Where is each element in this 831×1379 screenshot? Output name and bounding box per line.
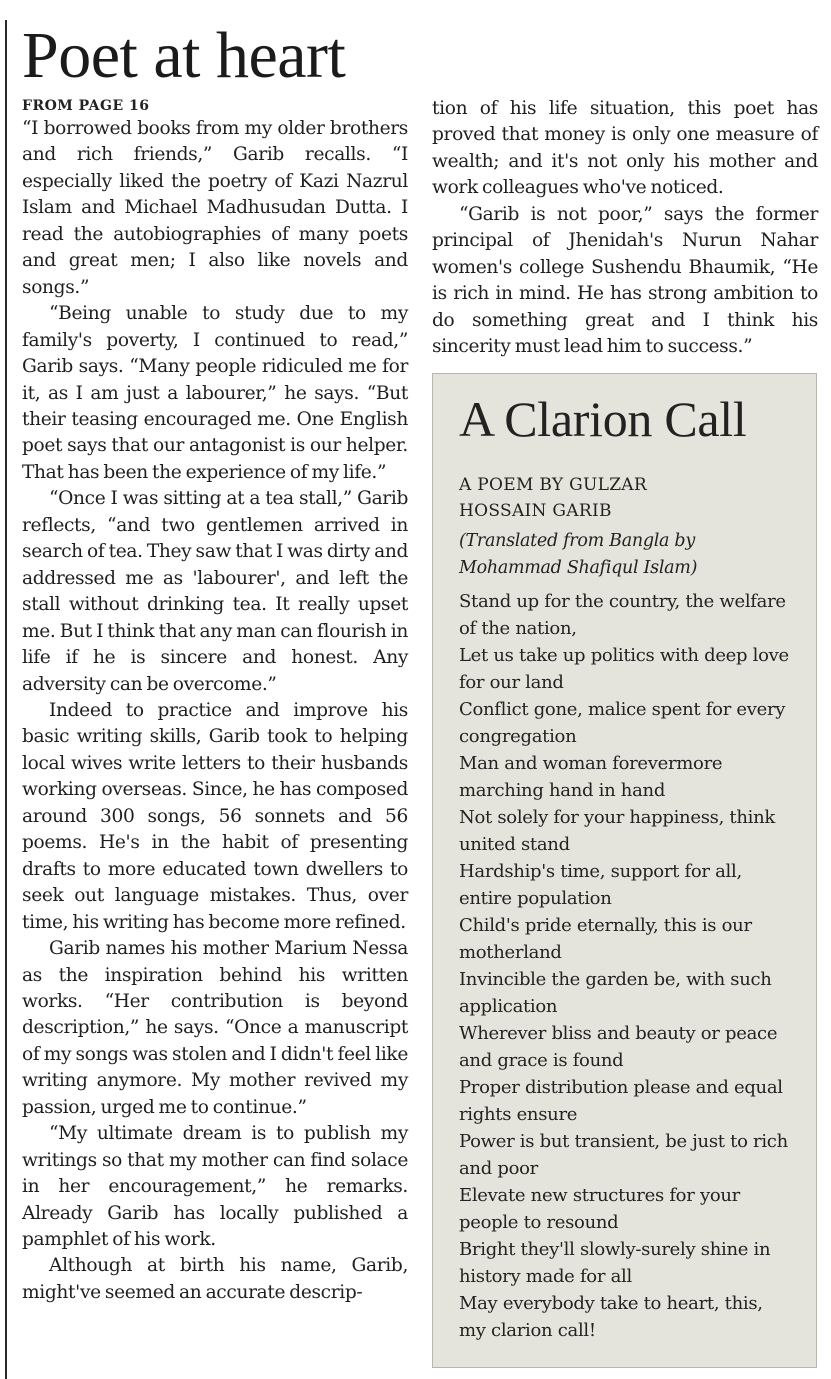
poem-line: Proper distribution please and equal rights ensure (459, 1077, 783, 1125)
poem-line: Hardship's time, support for all, entire population (459, 861, 742, 909)
continuation-kicker: FROM PAGE 16 (22, 98, 150, 114)
article-paragraph: “I borrowed books from my older brothers and rich friends,” Garib recalls. “I especially liked the poetry of Kazi Nazrul Islam and Michael Madhusudan Dutta. I read the autobiographies of many poets and great men; I also like novels and songs.” (22, 118, 408, 298)
poem-line: Conflict gone, malice spent for every congregation (459, 699, 786, 747)
poem-sidebar (432, 373, 817, 1368)
translation-note: (Translated from Bangla by Mohammad Shafiqul Islam) (459, 531, 698, 578)
article-paragraph: “My ultimate dream is to publish my writings so that my mother can find solace in her encouragement,” he remarks. Already Garib has locally published a pamphlet of his work. (22, 1123, 408, 1251)
article-column-right (432, 96, 818, 361)
poem-line: Child's pride eternally, this is our motherland (459, 915, 752, 963)
poem-line: Not solely for your happiness, think united stand (459, 807, 775, 855)
poem-line: Wherever bliss and beauty or peace and grace is found (459, 1023, 778, 1071)
poem-line: May everybody take to heart, this, my clarion call! (459, 1293, 763, 1341)
article-paragraph: Although at birth his name, Garib, might've seemed an accurate descrip- (22, 1255, 408, 1303)
article-paragraph: “Being unable to study due to my family's poverty, I continued to read,” Garib says. “Many people ridiculed me for it, as I am just a labourer,” he says. “But their teasing encouraged me. One English poet says that our antagonist is our helper. That has been the experience of my life.” (22, 303, 408, 483)
poem-line: Let us take up politics with deep love for our land (459, 645, 789, 693)
poem-lines (459, 588, 794, 1344)
article-paragraph: “Once I was sitting at a tea stall,” Garib reflects, “and two gentlemen arrived in search of tea. They saw that I was dirty and addressed me as 'labourer', and left the stall without drinking tea. It really upset me. But I think that any man can flourish in life if he is sincere and honest. Any adversity can be overcome.” (22, 488, 408, 695)
article-paragraph: Indeed to practice and improve his basic writing skills, Garib took to helping local wives write letters to their husbands working overseas. Since, he has composed around 300 songs, 56 sonnets and 56 poems. He's in the habit of presenting drafts to more educated town dwellers to seek out language mistakes. Thus, over time, his writing has become more refined. (22, 699, 408, 933)
column-rule (5, 20, 7, 1379)
article-column-left (22, 96, 408, 1306)
poem-line: Man and woman forevermore marching hand in hand (459, 753, 723, 801)
article-paragraph: Garib names his mother Marium Nessa as the inspiration behind his written works. “Her contribution is beyond description,” he says. “Once a manuscript of my songs was stolen and I didn't feel like writing anymore. My mother revived my passion, urged me to continue.” (22, 938, 408, 1118)
poem-line: Invincible the garden be, with such application (459, 969, 772, 1017)
article-paragraph: tion of his life situation, this poet has proved that money is only one measure of wealth; and it's not only his mother and work colleagues who've noticed. (432, 98, 818, 199)
poem-line: Bright they'll slowly-surely shine in history made for all (459, 1239, 771, 1287)
poem-line: Elevate new structures for your people to resound (459, 1185, 740, 1233)
article-paragraph: “Garib is not poor,” says the former principal of Jhenidah's Nurun Nahar women's college Sushendu Bhaumik, “He is rich in mind. He has strong ambition to do something great and I think his sincerity must lead him to success.” (432, 203, 818, 358)
page-title: Poet at heart (22, 19, 346, 92)
poem-line: Power is but transient, be just to rich and poor (459, 1131, 788, 1179)
poem-byline: A POEM BY GULZAR HOSSAIN GARIB (459, 475, 647, 521)
poem-title: A Clarion Call (459, 391, 747, 447)
poem-line: Stand up for the country, the welfare of the nation, (459, 591, 786, 639)
